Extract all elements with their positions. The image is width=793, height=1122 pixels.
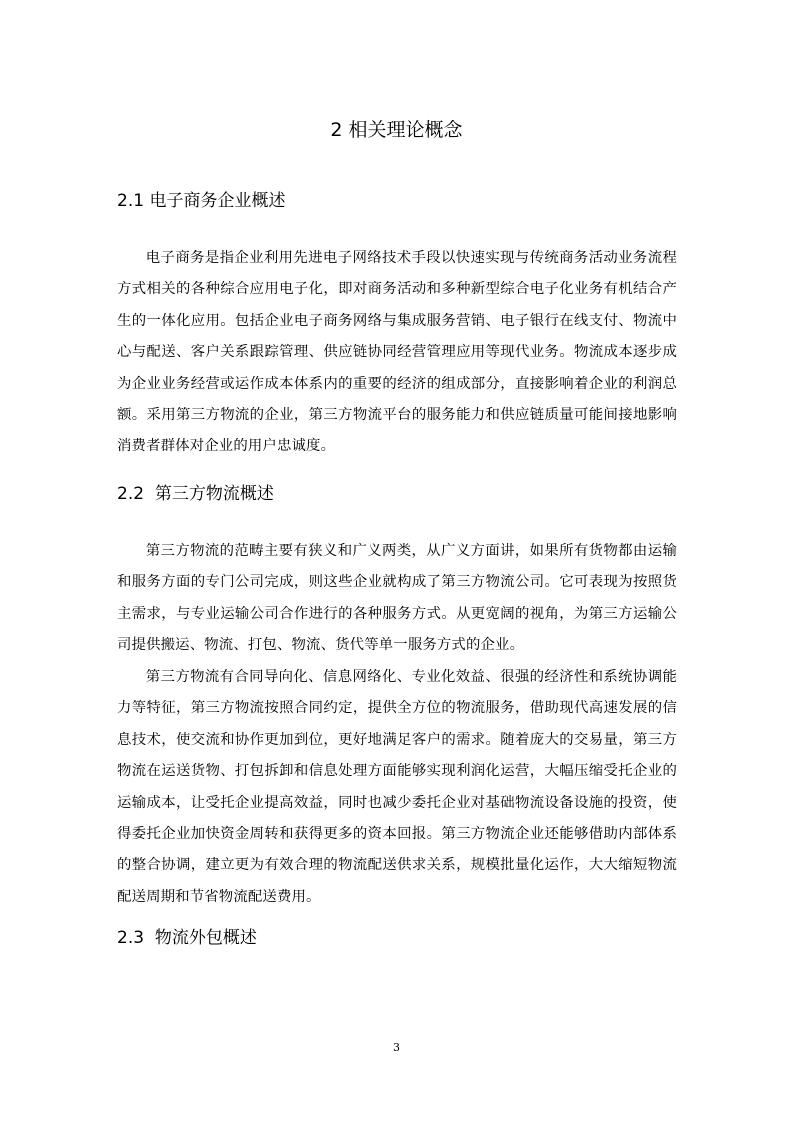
- chapter-title: 2 相关理论概念: [330, 119, 463, 141]
- page-number: 3: [393, 1041, 400, 1054]
- body-paragraph: 电子商务是指企业利用先进电子网络技术手段以快速实现与传统商务活动业务流程方式相关的各种综合应用电子化，即对商务活动和多种新型综合电子化业务有机结合产生的一体化应用。包括企业电子商务网络与集成服务营销、电子银行在线支付、物流中心与配送、客户关系跟踪管理、供应链协同经营管理应用等现代业务。物流成本逐步成为企业业务经营或运作成本体系内的重要的经济的组成部分，直接影响着企业的利润总额。采用第三方物流的企业，第三方物流平台的服务能力和供应链质量可能间接地影响消费者群体对企业的用户忠诚度。: [117, 250, 677, 455]
- body-paragraph: 第三方物流有合同导向化、信息网络化、专业化效益、很强的经济性和系统协调能力等特征，第三方物流按照合同约定，提供全方位的物流服务，借助现代高速发展的信息技术，使交流和协作更加到位，更好地满足客户的需求。随着庞大的交易量，第三方物流在运送货物、打包拆卸和信息处理方面能够实现利润化运营，大幅压缩受托企业的运输成本，让受托企业提高效益，同时也减少委托企业对基础物流设备设施的投资，使得委托企业加快资金周转和获得更多的资本回报。第三方物流企业还能够借助内部体系的整合协调，建立更为有效合理的物流配送供求关系，规模批量化运作，大大缩短物流配送周期和节省物流配送费用。: [117, 669, 677, 905]
- section-heading-2-2: 2.2 第三方物流概述: [117, 484, 274, 504]
- section-heading-2-1: 2.1 电子商务企业概述: [117, 191, 286, 211]
- body-paragraph: 第三方物流的范畴主要有狭义和广义两类，从广义方面讲，如果所有货物都由运输和服务方面的专门公司完成，则这些企业就构成了第三方物流公司。它可表现为按照货主需求，与专业运输公司合作进行的各种服务方式。从更宽阔的视角，为第三方运输公司提供搬运、物流、打包、物流、货代等单一服务方式的企业。: [117, 543, 677, 654]
- section-heading-2-3: 2.3 物流外包概述: [117, 928, 257, 948]
